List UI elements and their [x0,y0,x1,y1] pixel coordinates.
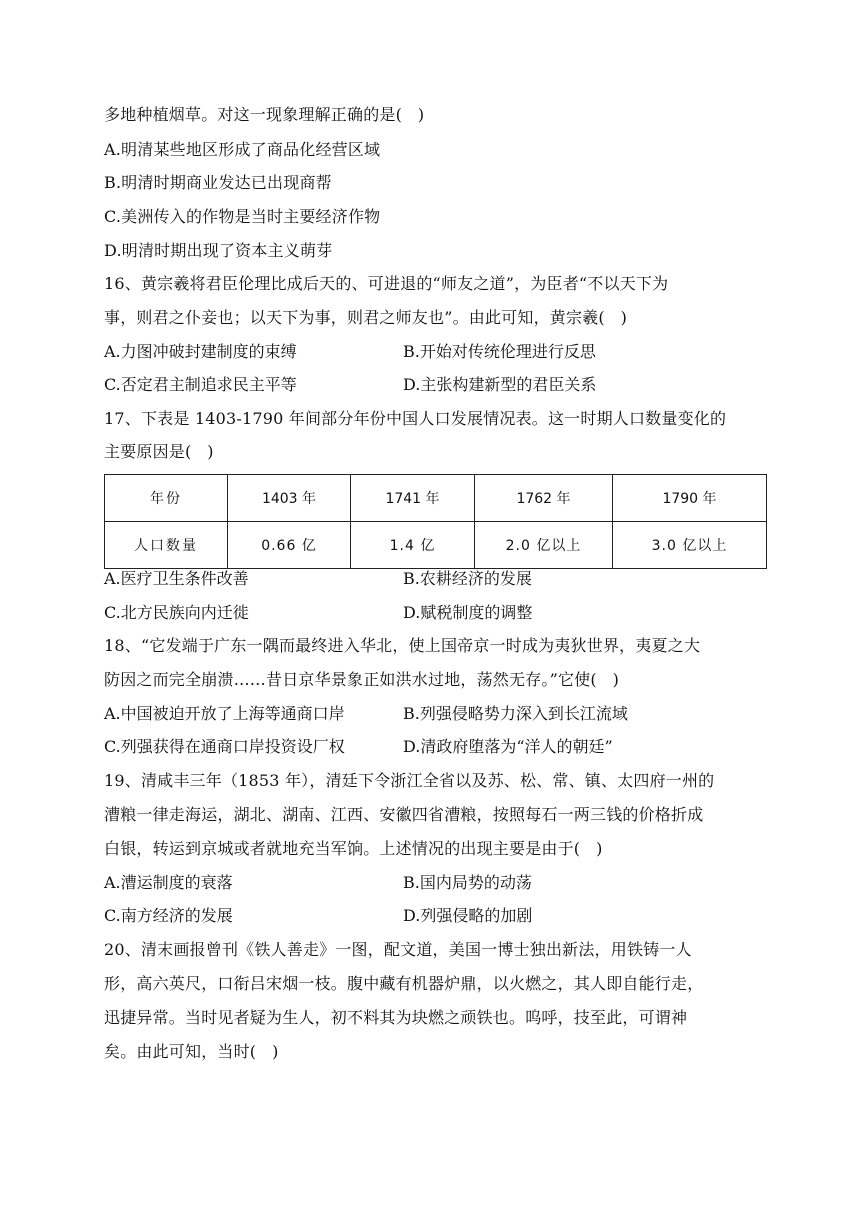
q17-option-b: B.农耕经济的发展 [403,569,532,588]
population-table [104,474,767,569]
table-cell: 人口数量 [105,522,228,569]
table-cell: 1741 年 [351,475,475,522]
q17-stem-line-1: 17、下表是 1403-1790 年间部分年份中国人口发展情况表。这一时期人口数量变化的 [104,409,727,428]
q19-option-d: D.列强侵略的加剧 [403,906,533,925]
table-cell: 0.66 亿 [228,522,351,569]
q18-option-b: B.列强侵略势力深入到长江流域 [403,704,628,723]
q17-option-a: A.医疗卫生条件改善 [104,569,249,588]
q15-option-d: D.明清时期出现了资本主义萌芽 [104,241,333,260]
table-header-row [105,475,767,522]
q17-option-c: C.北方民族向内迁徙 [104,603,249,622]
q16-option-c: C.否定君主制追求民主平等 [104,375,297,394]
table-cell: 年份 [105,475,228,522]
q18-option-c: C.列强获得在通商口岸投资设厂权 [104,737,345,756]
table-row [105,522,767,569]
q16-option-b: B.开始对传统伦理进行反思 [403,342,596,361]
q15-option-a: A.明清某些地区形成了商品化经营区域 [104,140,381,159]
q20-stem-line-1: 20、清末画报曾刊《铁人善走》一图，配文道，美国一博士独出新法，用铁铸一人 [104,940,692,959]
q15-option-b: B.明清时期商业发达已出现商帮 [104,173,332,192]
q15-option-c: C.美洲传入的作物是当时主要经济作物 [104,207,381,226]
q20-stem-line-2: 形，高六英尺，口衔吕宋烟一枝。腹中藏有机器炉鼎，以火燃之，其人即自能行走， [104,974,704,993]
q20-stem-line-3: 迅捷异常。当时见者疑为生人，初不料其为块燃之顽铁也。呜呼，技至此，可谓神 [104,1008,688,1027]
q16-stem-line-1: 16、黄宗羲将君臣伦理比成后天的、可进退的“师友之道”，为臣者“不以天下为 [104,274,669,293]
q16-option-a: A.力图冲破封建制度的束缚 [104,342,297,361]
q20-stem-line-4: 矣。由此可知，当时( ) [104,1042,279,1061]
q19-stem-line-2: 漕粮一律走海运，湖北、湖南、江西、安徽四省漕粮，按照每石一两三钱的价格折成 [104,805,704,824]
q19-stem-line-1: 19、清咸丰三年（1853 年），清廷下令浙江全省以及苏、松、常、镇、太四府一州的 [104,771,715,790]
table-cell: 1790 年 [613,475,767,522]
table-cell: 1403 年 [228,475,351,522]
q16-option-d: D.主张构建新型的君臣关系 [403,375,597,394]
table-cell: 3.0 亿以上 [613,522,767,569]
q19-option-b: B.国内局势的动荡 [403,873,532,892]
q16-stem-line-2: 事，则君之仆妾也；以天下为事，则君之师友也”。由此可知，黄宗羲( ) [104,308,628,327]
table-cell: 1.4 亿 [351,522,475,569]
q18-stem-line-1: 18、“它发端于广东一隅而最终进入华北，使上国帝京一时成为夷狄世界，夷夏之大 [104,636,701,655]
q18-option-d: D.清政府堕落为“洋人的朝廷” [403,737,613,756]
q17-option-d: D.赋税制度的调整 [403,603,533,622]
table-cell: 2.0 亿以上 [475,522,613,569]
q19-option-a: A.漕运制度的衰落 [104,873,233,892]
q18-stem-line-2: 防因之而完全崩溃……昔日京华景象正如洪水过地，荡然无存。”它使( ) [104,670,620,689]
q18-option-a: A.中国被迫开放了上海等通商口岸 [104,704,345,723]
q15-stem-tail: 多地种植烟草。对这一现象理解正确的是( ) [104,105,425,124]
q19-stem-line-3: 白银，转运到京城或者就地充当军饷。上述情况的出现主要是由于( ) [104,839,603,858]
table-cell: 1762 年 [475,475,613,522]
q19-option-c: C.南方经济的发展 [104,906,233,925]
q17-stem-line-2: 主要原因是( ) [104,442,214,461]
